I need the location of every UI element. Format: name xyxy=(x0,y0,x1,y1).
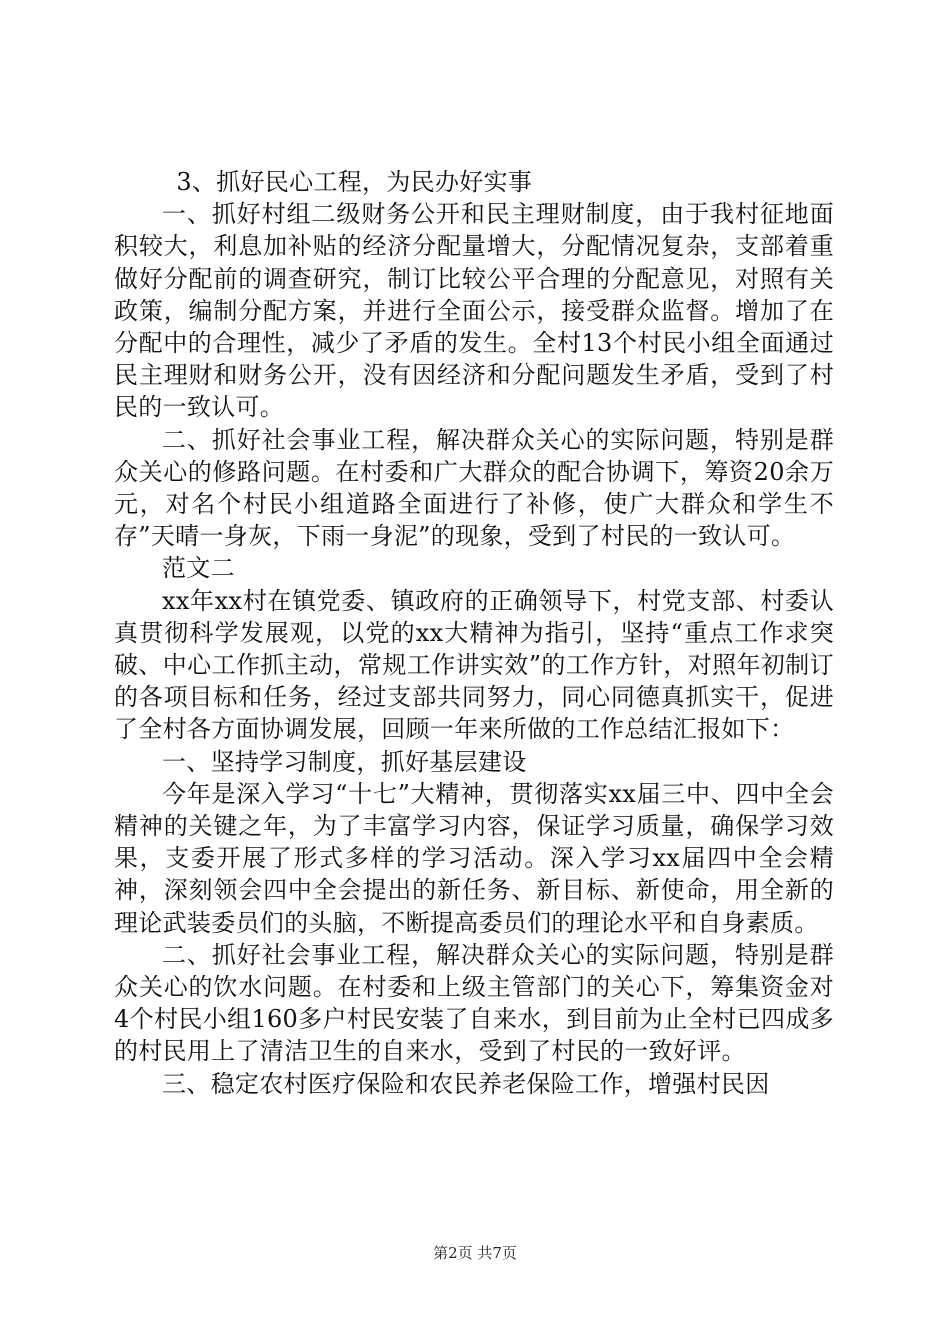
paragraph: xx年xx村在镇党委、镇政府的正确领导下，村党支部、村委认真贯彻科学发展观，以党的xx大精神为指引，坚持“重点工作求突破、中心工作抓主动，常规工作讲实效”的工作方针，对照年初制订的各项目标和任务，经过支部共同努力，同心同德真抓实干，促进了全村各方面协调发展，回顾一年来所做的工作总结汇报如下： xyxy=(114,586,834,744)
paragraph: 二、抓好社会事业工程，解决群众关心的实际问题，特别是群众关心的修路问题。在村委和广大群众的配合协调下，筹资20余万元，对名个村民小组道路全面进行了补修，使广大群众和学生不存”天晴一身灰，下雨一身泥”的现象，受到了村民的一致认可。 xyxy=(114,425,834,551)
section-heading: 一、坚持学习制度，抓好基层建设 xyxy=(162,747,527,776)
paragraph: 三、稳定农村医疗保险和农民养老保险工作，增强村民因 xyxy=(162,1069,770,1098)
section-heading: 范文二 xyxy=(162,554,235,583)
paragraph: 二、抓好社会事业工程，解决群众关心的实际问题，特别是群众关心的饮水问题。在村委和上级主管部门的关心下，筹集资金对4个村民小组160多户村民安装了自来水，到目前为止全村已四成多的村民用上了清洁卫生的自来水，受到了村民的一致好评。 xyxy=(114,940,834,1066)
page-number-footer: 第2页 共7页 xyxy=(433,1244,517,1262)
paragraph: 一、抓好村组二级财务公开和民主理财制度，由于我村征地面积较大，利息加补贴的经济分配量增大，分配情况复杂，支部着重做好分配前的调查研究，制订比较公平合理的分配意见，对照有关政策，编制分配方案，并进行全面公示，接受群众监督。增加了在分配中的合理性，减少了矛盾的发生。全村13个村民小组全面通过民主理财和财务公开，没有因经济和分配问题发生矛盾，受到了村民的一致认可。 xyxy=(114,200,834,422)
document-body xyxy=(114,166,834,1100)
paragraph: 今年是深入学习“十七”大精神，贯彻落实xx届三中、四中全会精神的关键之年，为了丰富学习内容，保证学习质量，确保学习效果，支委开展了形式多样的学习活动。深入学习xx届四中全会精神，深刻领会四中全会提出的新任务、新目标、新使命，用全新的理论武装委员们的头脑，不断提高委员们的理论水平和自身素质。 xyxy=(114,779,834,937)
section-heading: 3、抓好民心工程，为民办好实事 xyxy=(176,168,533,196)
